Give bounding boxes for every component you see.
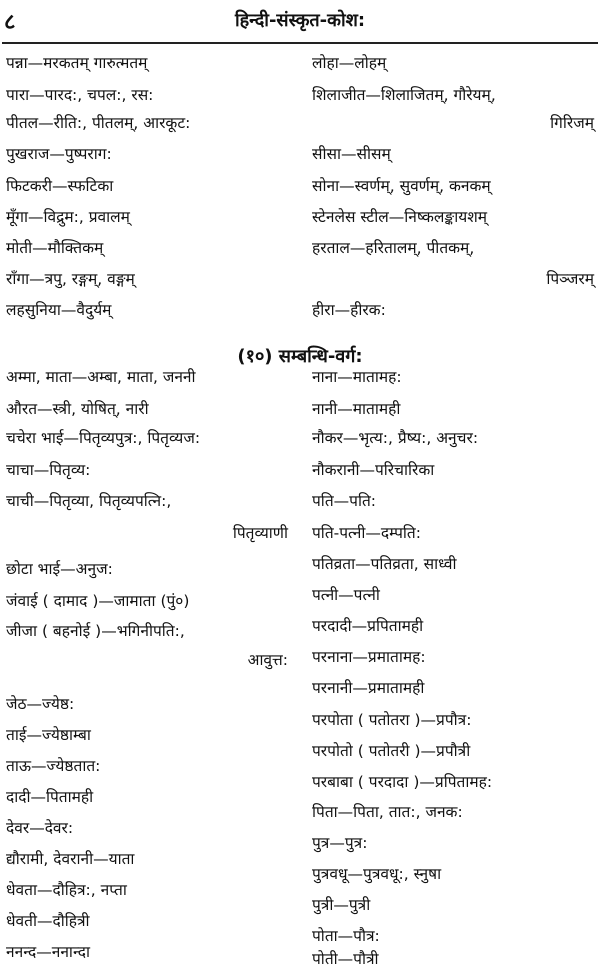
dictionary-entry: पति-पत्नी—दम्पति: [312, 524, 421, 542]
dictionary-entry: लोहा—लोहम् [312, 54, 387, 72]
dictionary-entry: शिलाजीत—शिलाजितम्, गौरेयम्, [312, 86, 496, 104]
dictionary-entry: सीसा—सीसम् [312, 145, 391, 163]
entry-continuation: पिञ्जरम् [546, 270, 594, 288]
dictionary-entry: पुत्री—पुत्री [312, 896, 371, 914]
dictionary-entry: जेठ—ज्येष्ठ: [6, 695, 75, 713]
entry-continuation: आवुत्त: [247, 651, 288, 669]
dictionary-entry: हीरा—हीरक: [312, 301, 386, 319]
dictionary-entry: परबाबा ( परदादा )—प्रपितामह: [312, 773, 493, 791]
dictionary-entry: लहसुनिया—वैदुर्यम् [6, 301, 112, 319]
page-number: ८ [4, 10, 16, 35]
dictionary-entry: मोती—मौक्तिकम् [6, 239, 104, 257]
dictionary-entry: पिता—पिता, तात:, जनक: [312, 803, 463, 821]
dictionary-entry: नौकरानी—परिचारिका [312, 461, 435, 479]
dictionary-entry: पोता—पौत्र: [312, 927, 380, 945]
dictionary-entry: राँगा—त्रपु, रङ्गम्, वङ्गम् [6, 270, 135, 288]
dictionary-entry: औरत—स्त्री, योषित्, नारी [6, 400, 149, 418]
dictionary-entry: परपोतो ( पतोतरी )—प्रपौत्री [312, 742, 471, 760]
entry-continuation: पितृव्याणी [232, 524, 288, 542]
dictionary-entry: दादी—पितामही [6, 788, 94, 806]
dictionary-entry: पति—पति: [312, 492, 377, 510]
dictionary-entry: छोटा भाई—अनुज: [6, 560, 113, 578]
dictionary-entry: मूँगा—विद्रुम:, प्रवालम् [6, 208, 130, 226]
dictionary-entry: परदादी—प्रपितामही [312, 617, 424, 635]
section-heading: (१०) सम्बन्धि-वर्ग: [237, 346, 363, 367]
dictionary-entry: पत्नी—पत्नी [312, 586, 380, 604]
dictionary-entry: अम्मा, माता—अम्बा, माता, जननी [6, 368, 196, 386]
dictionary-entry: द्यौरामी, देवरानी—याता [6, 850, 135, 868]
dictionary-entry: फिटकरी—स्फटिका [6, 177, 114, 195]
dictionary-entry: पारा—पारद:, चपल:, रस: [6, 86, 154, 104]
dictionary-entry: नाना—मातामह: [312, 368, 402, 386]
header-divider [2, 42, 598, 44]
dictionary-entry: जंवाई ( दामाद )—जामाता (पुं०) [6, 592, 190, 610]
dictionary-entry: जीजा ( बहनोई )—भगिनीपति:, [6, 622, 185, 640]
dictionary-entry: स्टेनलेस स्टील—निष्कलङ्कायशम् [312, 208, 488, 226]
dictionary-entry: पन्ना—मरकतम् गारुत्मतम् [6, 54, 148, 72]
dictionary-entry: पुत्रवधू—पुत्रवधू:, स्नुषा [312, 865, 442, 883]
dictionary-entry: पीतल—रीति:, पीतलम्, आरकूट: [6, 114, 191, 132]
dictionary-entry: नानी—मातामही [312, 400, 401, 418]
dictionary-entry: पोती—पौत्री [312, 950, 379, 968]
dictionary-entry: पुत्र—पुत्र: [312, 834, 368, 852]
dictionary-entry: परनाना—प्रमातामह: [312, 648, 426, 666]
dictionary-entry: हरताल—हरितालम्, पीतकम्, [312, 239, 475, 257]
dictionary-entry: चचेरा भाई—पितृव्यपुत्र:, पितृव्यज: [6, 429, 201, 447]
dictionary-entry: पुखराज—पुष्पराग: [6, 145, 112, 163]
dictionary-entry: ननन्द—ननान्दा [6, 943, 90, 961]
dictionary-entry: धेवती—दौहित्री [6, 912, 90, 930]
dictionary-entry: परपोता ( पतोतरा )—प्रपौत्र: [312, 711, 472, 729]
dictionary-entry: धेवता—दौहित्र:, नप्ता [6, 881, 127, 899]
dictionary-entry: सोना—स्वर्णम्, सुवर्णम्, कनकम् [312, 177, 491, 195]
dictionary-entry: देवर—देवर: [6, 819, 74, 837]
dictionary-entry: ताई—ज्येष्ठाम्बा [6, 726, 91, 744]
dictionary-entry: चाचा—पितृव्य: [6, 461, 91, 479]
dictionary-entry: नौकर—भृत्य:, प्रैष्य:, अनुचर: [312, 429, 479, 447]
page-header [0, 6, 600, 36]
page-title: हिन्दी-संस्कृत-कोश: [234, 10, 366, 31]
dictionary-entry: पतिव्रता—पतिव्रता, साध्वी [312, 555, 457, 573]
dictionary-entry: परनानी—प्रमातामही [312, 679, 425, 697]
entry-continuation: गिरिजम् [550, 114, 594, 132]
dictionary-entry: चाची—पितृव्या, पितृव्यपत्नि:, [6, 492, 172, 510]
dictionary-entry: ताऊ—ज्येष्ठतात: [6, 757, 101, 775]
